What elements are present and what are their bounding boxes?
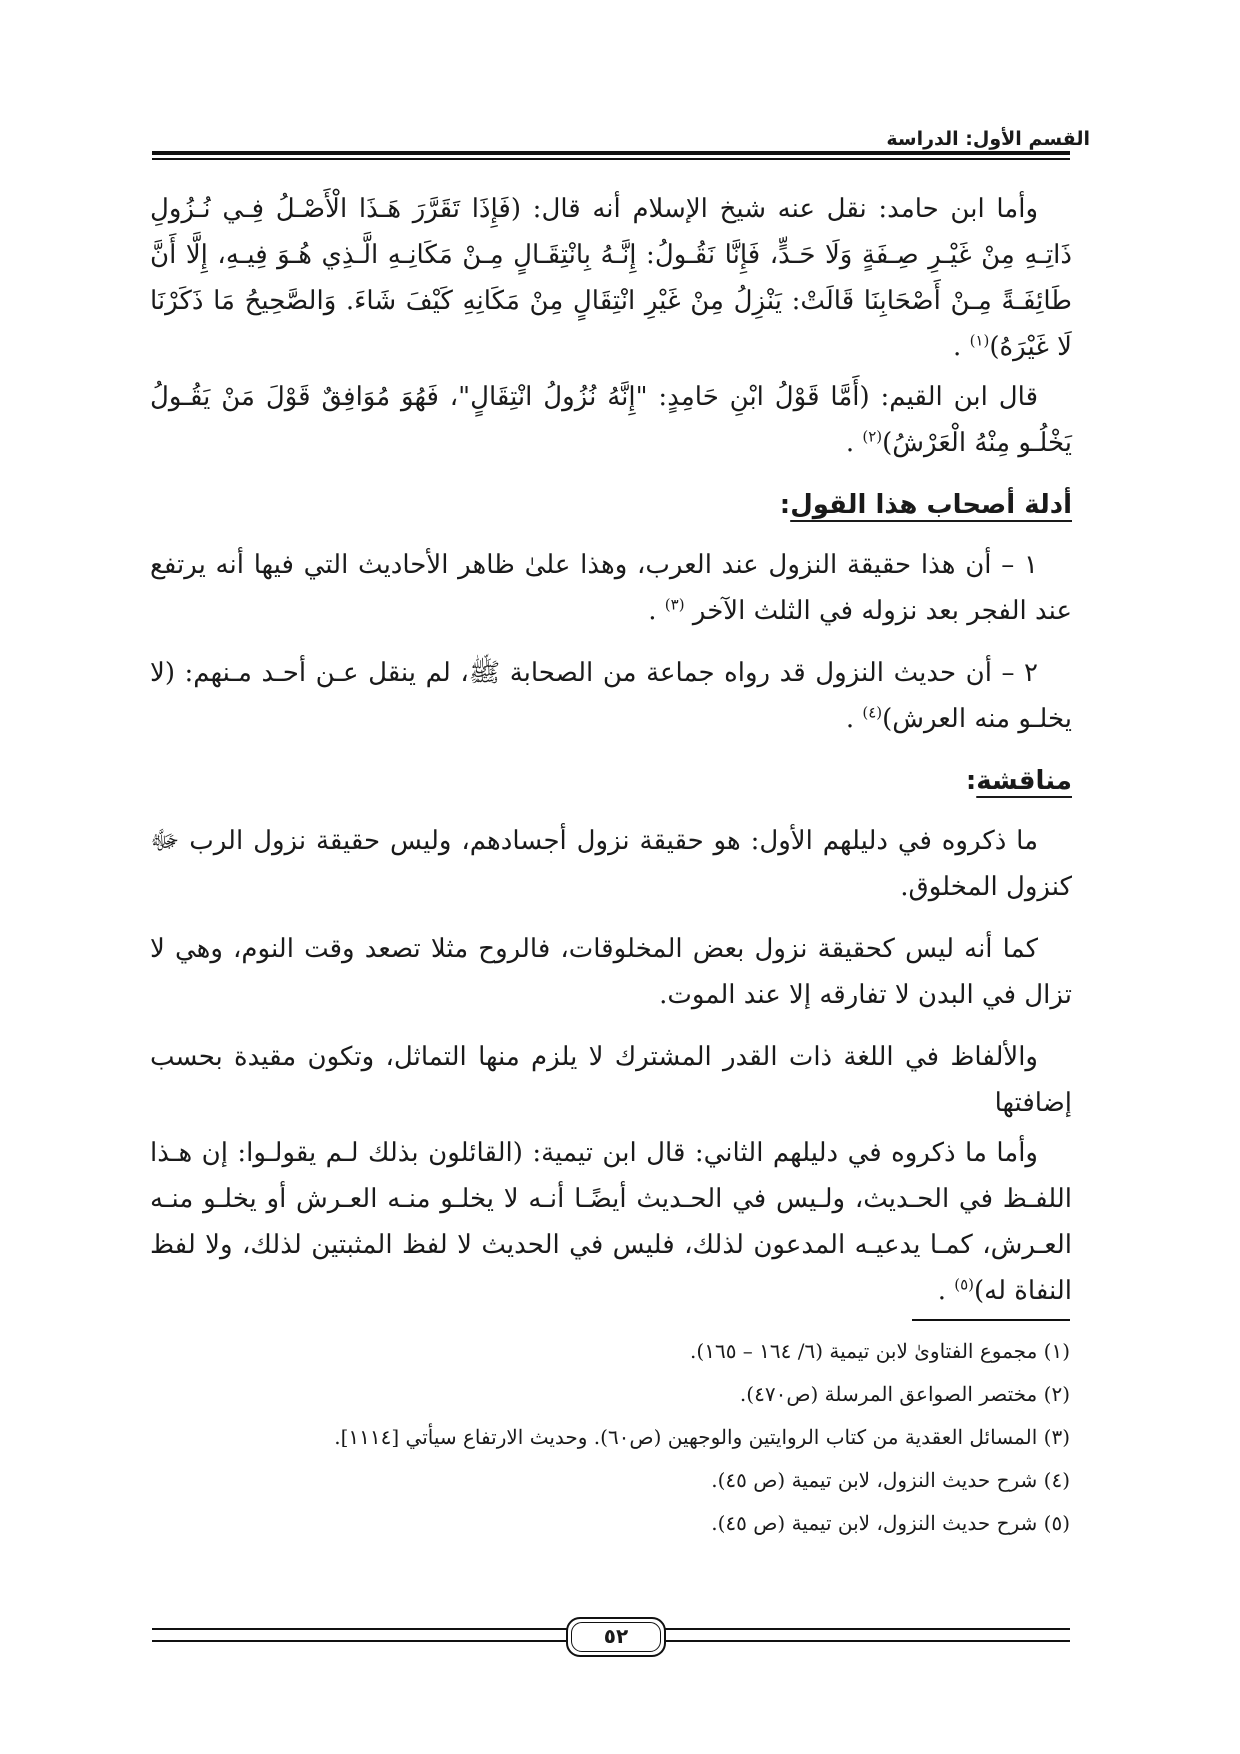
main-text	[150, 186, 1072, 1330]
paragraph-ibn-hamid: وأما ابن حامد: نقل عنه شيخ الإسلام أنه قال: (فَإِذَا تَقَرَّرَ هَـذَا الْأَصْـلُ فِـي نُـزُولِ ذَاتِـهِ مِنْ غَيْـرِ صِـفَةٍ وَلَا حَـدٍّ، فَإِنَّا نَقُـولُ: إِنَّـهُ بِانْتِقَـالٍ مِـنْ مَكَانِـهِ الَّـذِي هُـوَ فِيـهِ، إِلَّا أَنَّ طَائِفَـةً مِـنْ أَصْحَابِنَا قَالَتْ: يَنْزِلُ مِنْ غَيْرِ انْتِقَالٍ مِنْ مَكَانِهِ كَيْفَ شَاءَ. وَالصَّحِيحُ مَا ذَكَرْنَا لَا غَيْرَهُ)$^{(١)}$ .	[150, 194, 1072, 362]
footnotes	[170, 1330, 1070, 1545]
header-rule-thin	[152, 158, 1070, 160]
section-heading-evidence: أدلة أصحاب هذا القول:	[779, 490, 1072, 520]
paragraph-evidence-2: ٢ – أن حديث النزول قد رواه جماعة من الصحابة ﷺ، لم ينقل عـن أحـد مـنهم: (لا يخلـو منه العرش)$^{(٤)}$ .	[150, 658, 1072, 734]
paragraph-discussion-3: والألفاظ في اللغة ذات القدر المشترك لا يلزم منها التماثل، وتكون مقيدة بحسب إضافتها	[150, 1042, 1072, 1118]
paragraph-discussion-1: ما ذكروه في دليلهم الأول: هو حقيقة نزول أجسادهم، وليس حقيقة نزول الرب ﷻ كنزول المخلوق.	[150, 826, 1072, 902]
paragraph-evidence-1: ١ – أن هذا حقيقة النزول عند العرب، وهذا علىٰ ظاهر الأحاديث التي فيها أنه يرتفع عند الفجر بعد نزوله في الثلث الآخر $^{(٣)}$ .	[150, 550, 1072, 626]
header-rule-thick	[152, 151, 1070, 155]
footer-rule-right-bottom	[660, 1640, 1070, 1642]
page-number-badge	[566, 1617, 666, 1657]
paragraph-discussion-4: وأما ما ذكروه في دليلهم الثاني: قال ابن تيمية: (القائلون بذلك لـم يقولـوا: إن هـذا اللفـظ في الحـديث، ولـيس في الحـديث أيضًـا أنـه لا يخلـو منـه العـرش أو يخلـو منـه العـرش، كمـا يدعيـه المدعون لذلك، فليس في الحديث لا لفظ المثبتين لذلك، ولا لفظ النفاة له)$^{(٥)}$ .	[150, 1138, 1072, 1306]
page-number: ٥٢	[603, 1624, 629, 1648]
footer-rule-left-top	[152, 1628, 570, 1630]
paragraph-ibn-qayyim: قال ابن القيم: (أَمَّا قَوْلُ ابْنِ حَامِدٍ: "إِنَّهُ نُزُولُ انْتِقَالٍ"، فَهُوَ مُوَافِقٌ قَوْلَ مَنْ يَقُـولُ يَخْلُـو مِنْهُ الْعَرْشُ)$^{(٢)}$ .	[150, 382, 1072, 458]
running-header: القسم الأول: الدراسة	[886, 128, 1090, 150]
footnote-4: (٤) شرح حديث النزول، لابن تيمية (ص ٤٥).	[711, 1468, 1070, 1492]
footnote-2: (٢) مختصر الصواعق المرسلة (ص٤٧٠).	[739, 1382, 1070, 1406]
footnote-5: (٥) شرح حديث النزول، لابن تيمية (ص ٤٥).	[711, 1511, 1070, 1535]
section-heading-discussion: مناقشة:	[965, 766, 1072, 796]
footnote-1: (١) مجموع الفتاوىٰ لابن تيمية (٦/ ١٦٤ – ١٦٥).	[690, 1339, 1070, 1363]
footnote-separator	[912, 1319, 1070, 1321]
footer-rule-right-top	[660, 1628, 1070, 1630]
footnote-3: (٣) المسائل العقدية من كتاب الروايتين والوجهين (ص٦٠). وحديث الارتفاع سيأتي [١١١٤].	[334, 1425, 1070, 1449]
paragraph-discussion-2: كما أنه ليس كحقيقة نزول بعض المخلوقات، فالروح مثلا تصعد وقت النوم، وهي لا تزال في البدن لا تفارقه إلا عند الموت.	[150, 934, 1072, 1010]
footer-rule-left-bottom	[152, 1640, 570, 1642]
